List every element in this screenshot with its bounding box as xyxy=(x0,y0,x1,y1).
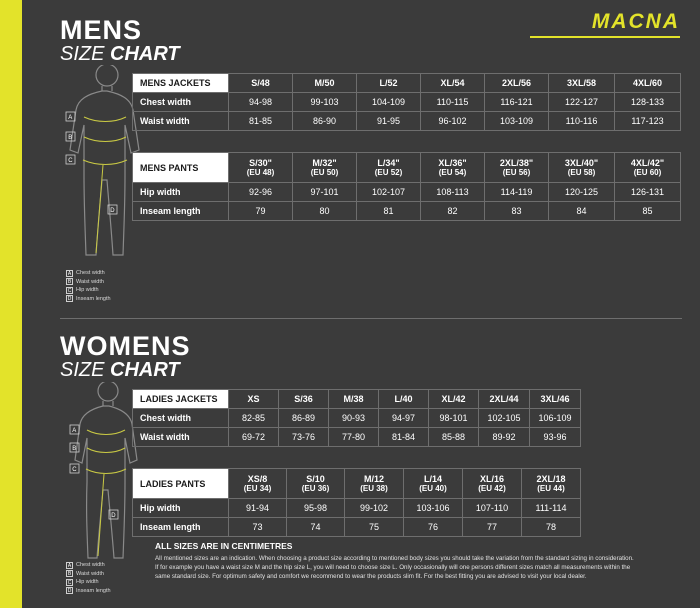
cell: 98-101 xyxy=(429,409,479,428)
size-header xyxy=(522,469,581,499)
womens-legend xyxy=(66,561,111,595)
cell: 82 xyxy=(421,202,485,221)
mens-title-sub-italic: SIZE xyxy=(60,43,105,66)
size-eu: (EU 36) xyxy=(301,484,330,493)
legend-item xyxy=(66,269,111,278)
svg-text:B: B xyxy=(72,446,77,452)
size-header: S/48 xyxy=(229,74,293,93)
cell: 102-107 xyxy=(357,183,421,202)
size-label: M/12 xyxy=(363,474,384,484)
size-header xyxy=(404,469,463,499)
size-eu: (EU 60) xyxy=(633,168,662,177)
size-header xyxy=(345,469,404,499)
footer-line-3: same standard size. For optimum safety and comfort we recommend to wear the products slim fit. For the best fitting you are advised to visit your local dealer. xyxy=(155,573,587,580)
cell: 102-105 xyxy=(479,409,530,428)
cell: 74 xyxy=(287,518,345,537)
size-chart-page xyxy=(22,0,700,608)
size-eu: (EU 56) xyxy=(502,168,531,177)
mens-jackets-category: MENS JACKETS xyxy=(133,74,229,93)
size-header xyxy=(229,153,293,183)
cell: 128-133 xyxy=(615,93,681,112)
size-header: 4XL/60 xyxy=(615,74,681,93)
svg-text:A: A xyxy=(68,115,73,121)
legend-key-d: D xyxy=(67,588,72,595)
cell: 86-90 xyxy=(293,112,357,131)
cell: 94-97 xyxy=(379,409,429,428)
svg-text:D: D xyxy=(110,208,115,214)
cell: 91-95 xyxy=(357,112,421,131)
cell: 78 xyxy=(522,518,581,537)
table-row xyxy=(133,409,581,428)
legend-item xyxy=(66,561,111,570)
size-header xyxy=(287,469,345,499)
size-label: 2XL/18 xyxy=(536,474,566,484)
size-label: XL/36" xyxy=(438,158,467,168)
legend-key-c: C xyxy=(67,579,72,586)
legend-key-a: A xyxy=(67,562,72,569)
table-row xyxy=(133,499,581,518)
cell: 103-106 xyxy=(404,499,463,518)
brand-logo xyxy=(530,10,680,38)
cell: 81-84 xyxy=(379,428,429,447)
womens-jackets-table xyxy=(132,389,581,447)
size-header: L/40 xyxy=(379,390,429,409)
size-header: S/36 xyxy=(279,390,329,409)
size-header xyxy=(293,153,357,183)
cell: 99-102 xyxy=(345,499,404,518)
footer-title: ALL SIZES ARE IN CENTIMETRES xyxy=(155,541,293,551)
cell: 77 xyxy=(463,518,522,537)
svg-text:D: D xyxy=(111,513,116,519)
legend-item xyxy=(66,295,111,304)
cell: 80 xyxy=(293,202,357,221)
cell: 85 xyxy=(615,202,681,221)
womens-title-main: WOMENS xyxy=(60,331,191,361)
cell: 73-76 xyxy=(279,428,329,447)
mens-title-sub-bold: CHART xyxy=(110,43,180,66)
row-label: Hip width xyxy=(133,183,229,202)
cell: 106-109 xyxy=(530,409,581,428)
table-header-row xyxy=(133,469,581,499)
cell: 69-72 xyxy=(229,428,279,447)
womens-pants-category: LADIES PANTS xyxy=(133,469,229,499)
size-header xyxy=(485,153,549,183)
cell: 103-109 xyxy=(485,112,549,131)
cell: 95-98 xyxy=(287,499,345,518)
cell: 84 xyxy=(549,202,615,221)
size-header xyxy=(549,153,615,183)
size-header xyxy=(229,469,287,499)
mens-pants-category: MENS PANTS xyxy=(133,153,229,183)
size-eu: (EU 58) xyxy=(567,168,596,177)
mens-legend xyxy=(66,269,111,303)
legend-label-c: Hip width xyxy=(76,287,99,293)
cell: 97-101 xyxy=(293,183,357,202)
cell: 117-123 xyxy=(615,112,681,131)
size-header: L/52 xyxy=(357,74,421,93)
cell: 108-113 xyxy=(421,183,485,202)
size-label: S/10 xyxy=(306,474,325,484)
table-row xyxy=(133,93,681,112)
cell: 110-116 xyxy=(549,112,615,131)
size-header: XL/54 xyxy=(421,74,485,93)
legend-key-a: A xyxy=(67,270,72,277)
row-label: Waist width xyxy=(133,112,229,131)
legend-label-a: Chest width xyxy=(76,562,105,568)
cell: 94-98 xyxy=(229,93,293,112)
table-header-row xyxy=(133,390,581,409)
cell: 81 xyxy=(357,202,421,221)
size-eu: (EU 48) xyxy=(246,168,275,177)
cell: 81-85 xyxy=(229,112,293,131)
cell: 104-109 xyxy=(357,93,421,112)
legend-item xyxy=(66,286,111,295)
size-header xyxy=(357,153,421,183)
legend-key-d: D xyxy=(67,296,72,303)
legend-key-b: B xyxy=(67,571,72,578)
row-label: Chest width xyxy=(133,409,229,428)
row-label: Chest width xyxy=(133,93,229,112)
womens-title-sub xyxy=(60,360,191,381)
table-row xyxy=(133,183,681,202)
cell: 82-85 xyxy=(229,409,279,428)
mens-title-main: MENS xyxy=(60,15,143,45)
row-label: Waist width xyxy=(133,428,229,447)
cell: 99-103 xyxy=(293,93,357,112)
womens-title-sub-bold: CHART xyxy=(110,359,180,382)
legend-item xyxy=(66,570,111,579)
cell: 91-94 xyxy=(229,499,287,518)
table-row xyxy=(133,112,681,131)
cell: 107-110 xyxy=(463,499,522,518)
footer-line-1: All mentioned sizes are an indication. When choosing a product size according to mentioned body sizes you should take the variation from the standard sizing in consideration. xyxy=(155,555,634,562)
size-header xyxy=(615,153,681,183)
legend-label-a: Chest width xyxy=(76,270,105,276)
cell: 92-96 xyxy=(229,183,293,202)
size-header: XL/42 xyxy=(429,390,479,409)
cell: 96-102 xyxy=(421,112,485,131)
brand-underline xyxy=(530,36,680,38)
cell: 75 xyxy=(345,518,404,537)
cell: 90-93 xyxy=(329,409,379,428)
size-label: 3XL/40" xyxy=(564,158,599,168)
legend-item xyxy=(66,587,111,596)
mens-jackets-table xyxy=(132,73,681,131)
legend-key-b: B xyxy=(67,279,72,286)
mens-page-title xyxy=(60,16,180,65)
size-eu: (EU 42) xyxy=(478,484,506,493)
womens-page-title xyxy=(60,332,191,381)
size-header: XS xyxy=(229,390,279,409)
brand-name: MACNA xyxy=(591,10,680,33)
cell: 85-88 xyxy=(429,428,479,447)
size-label: 2XL/38" xyxy=(499,158,534,168)
cell: 93-96 xyxy=(530,428,581,447)
size-label: XL/16 xyxy=(479,474,504,484)
accent-bar xyxy=(0,0,22,608)
size-label: L/34" xyxy=(377,158,400,168)
cell: 114-119 xyxy=(485,183,549,202)
size-eu: (EU 52) xyxy=(374,168,403,177)
footer-line-2: If for example you have a waist size M and the hip size L, you will need to choose size L. Only occasionally will one persons different sizes match all measurements within the xyxy=(155,564,631,571)
size-label: M/32" xyxy=(312,158,337,168)
womens-pants-table xyxy=(132,468,581,537)
cell: 116-121 xyxy=(485,93,549,112)
svg-text:C: C xyxy=(72,467,77,473)
size-header xyxy=(463,469,522,499)
legend-label-b: Waist width xyxy=(76,570,104,577)
mens-title-sub xyxy=(60,44,180,65)
table-row xyxy=(133,428,581,447)
size-label: S/30" xyxy=(249,158,272,168)
size-header: 3XL/46 xyxy=(530,390,581,409)
mens-pants-table xyxy=(132,152,681,221)
size-header: M/38 xyxy=(329,390,379,409)
cell: 120-125 xyxy=(549,183,615,202)
legend-label-c: Hip width xyxy=(76,579,99,585)
size-label: 4XL/42" xyxy=(630,158,665,168)
size-eu: (EU 50) xyxy=(310,168,339,177)
row-label: Inseam length xyxy=(133,202,229,221)
cell: 122-127 xyxy=(549,93,615,112)
size-label: L/14 xyxy=(423,474,442,484)
legend-key-c: C xyxy=(67,287,72,294)
size-header: M/50 xyxy=(293,74,357,93)
footer-note xyxy=(155,541,685,581)
cell: 89-92 xyxy=(479,428,530,447)
cell: 77-80 xyxy=(329,428,379,447)
size-eu: (EU 54) xyxy=(438,168,467,177)
size-label: XS/8 xyxy=(247,474,268,484)
svg-text:A: A xyxy=(72,428,77,434)
svg-text:B: B xyxy=(68,135,73,141)
row-label: Hip width xyxy=(133,499,229,518)
size-header: 2XL/44 xyxy=(479,390,530,409)
womens-jackets-category: LADIES JACKETS xyxy=(133,390,229,409)
legend-item xyxy=(66,278,111,287)
cell: 110-115 xyxy=(421,93,485,112)
legend-item xyxy=(66,578,111,587)
table-row xyxy=(133,518,581,537)
cell: 76 xyxy=(404,518,463,537)
cell: 79 xyxy=(229,202,293,221)
legend-label-d: Inseam length xyxy=(76,295,111,302)
legend-label-d: Inseam length xyxy=(76,587,111,594)
size-eu: (EU 38) xyxy=(360,484,388,493)
table-row xyxy=(133,202,681,221)
table-header-row xyxy=(133,74,681,93)
cell: 83 xyxy=(485,202,549,221)
womens-title-sub-italic: SIZE xyxy=(60,359,105,382)
row-label: Inseam length xyxy=(133,518,229,537)
legend-label-b: Waist width xyxy=(76,278,104,285)
section-divider xyxy=(60,318,682,319)
size-header xyxy=(421,153,485,183)
cell: 126-131 xyxy=(615,183,681,202)
cell: 86-89 xyxy=(279,409,329,428)
size-eu: (EU 44) xyxy=(537,484,565,493)
svg-text:C: C xyxy=(68,158,73,164)
size-header: 3XL/58 xyxy=(549,74,615,93)
table-header-row xyxy=(133,153,681,183)
size-eu: (EU 40) xyxy=(419,484,447,493)
size-header: 2XL/56 xyxy=(485,74,549,93)
size-eu: (EU 34) xyxy=(243,484,272,493)
cell: 111-114 xyxy=(522,499,581,518)
cell: 73 xyxy=(229,518,287,537)
